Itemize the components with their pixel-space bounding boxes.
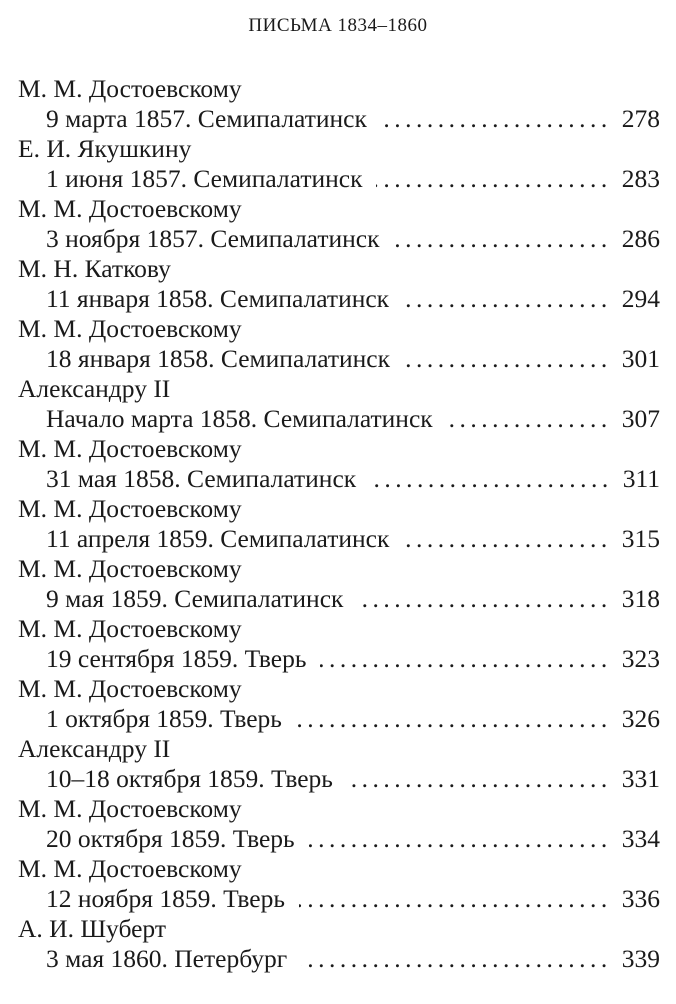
toc-entry [18,74,660,134]
entry-recipient: Е. И. Якушкину [18,134,192,163]
entry-recipient: М. Н. Каткову [18,254,171,283]
toc-entry [18,134,660,194]
entry-line [18,464,660,494]
entry-recipient: М. М. Достоевскому [18,614,242,643]
dot-leader [370,464,613,494]
dot-leader [376,164,611,194]
toc-entry [18,614,660,674]
entry-recipient: М. М. Достоевскому [18,674,242,703]
entry-recipient: М. М. Достоевскому [18,554,242,583]
entry-page-number: 307 [621,404,660,433]
entry-page-number: 283 [621,164,660,193]
entry-line [18,764,660,794]
dot-leader [403,524,611,554]
dot-leader [393,224,611,254]
entry-page-number: 323 [621,644,660,673]
dot-leader [357,584,611,614]
toc-entry [18,254,660,314]
entry-title: 11 апреля 1859. Семипалатинск [46,524,390,553]
toc-entry [18,674,660,734]
entry-title: 3 ноября 1857. Семипалатинск [46,224,380,253]
entry-line [18,344,660,374]
entry-recipient: М. М. Достоевскому [18,494,242,523]
entry-recipient: Александру II [18,734,171,763]
entry-title: 10–18 октября 1859. Тверь [46,764,333,793]
entry-recipient: М. М. Достоевскому [18,194,242,223]
entry-page-number: 286 [621,224,660,253]
table-of-contents [18,74,660,974]
toc-entry [18,554,660,614]
toc-entry [18,194,660,254]
dot-leader [296,704,612,734]
entry-title: 3 мая 1860. Петербург [46,944,288,973]
entry-page-number: 336 [621,884,660,913]
entry-line [18,824,660,854]
dot-leader [404,344,612,374]
dot-leader [447,404,612,434]
toc-entry [18,734,660,794]
dot-leader [299,884,612,914]
entry-title: 18 января 1858. Семипалатинск [46,344,391,373]
entry-title: 11 января 1858. Семипалатинск [46,284,390,313]
toc-entry [18,434,660,494]
entry-page-number: 311 [622,464,660,493]
toc-entry [18,494,660,554]
entry-line [18,404,660,434]
entry-title: 19 сентября 1859. Тверь [46,644,307,673]
entry-title: 31 мая 1858. Семипалатинск [46,464,357,493]
entry-line [18,164,660,194]
entry-recipient: М. М. Достоевскому [18,854,242,883]
entry-recipient: М. М. Достоевскому [18,74,242,103]
entry-recipient: Александру II [18,374,171,403]
entry-line [18,284,660,314]
entry-title: 9 мая 1859. Семипалатинск [46,584,344,613]
entry-page-number: 294 [621,284,660,313]
entry-page-number: 326 [621,704,660,733]
dot-leader [301,944,612,974]
entry-line [18,224,660,254]
toc-entry [18,854,660,914]
entry-line [18,584,660,614]
entry-recipient: М. М. Достоевскому [18,314,242,343]
entry-page-number: 318 [621,584,660,613]
entry-line [18,104,660,134]
entry-recipient: А. И. Шуберт [18,914,166,943]
toc-entry [18,794,660,854]
entry-title: 1 июня 1857. Семипалатинск [46,164,363,193]
running-head: ПИСЬМА 1834–1860 [248,15,428,36]
dot-leader [320,644,611,674]
entry-page-number: 339 [621,944,660,973]
entry-page-number: 315 [621,524,660,553]
toc-entry [18,314,660,374]
entry-title: 1 октября 1859. Тверь [46,704,282,733]
entry-recipient: М. М. Достоевскому [18,794,242,823]
dot-leader [347,764,612,794]
dot-leader [403,284,612,314]
entry-line [18,884,660,914]
entry-page-number: 301 [621,344,660,373]
entry-page-number: 278 [621,104,660,133]
entry-line [18,644,660,674]
entry-recipient: М. М. Достоевскому [18,434,242,463]
dot-leader [381,104,612,134]
entry-title: Начало марта 1858. Семипалатинск [46,404,433,433]
entry-title: 20 октября 1859. Тверь [46,824,295,853]
entry-page-number: 334 [621,824,660,853]
entry-title: 9 марта 1857. Семипалатинск [46,104,367,133]
entry-page-number: 331 [621,764,660,793]
entry-line [18,524,660,554]
entry-line [18,704,660,734]
toc-entry [18,374,660,434]
dot-leader [309,824,612,854]
toc-entry [18,914,660,974]
entry-line [18,944,660,974]
entry-title: 12 ноября 1859. Тверь [46,884,285,913]
